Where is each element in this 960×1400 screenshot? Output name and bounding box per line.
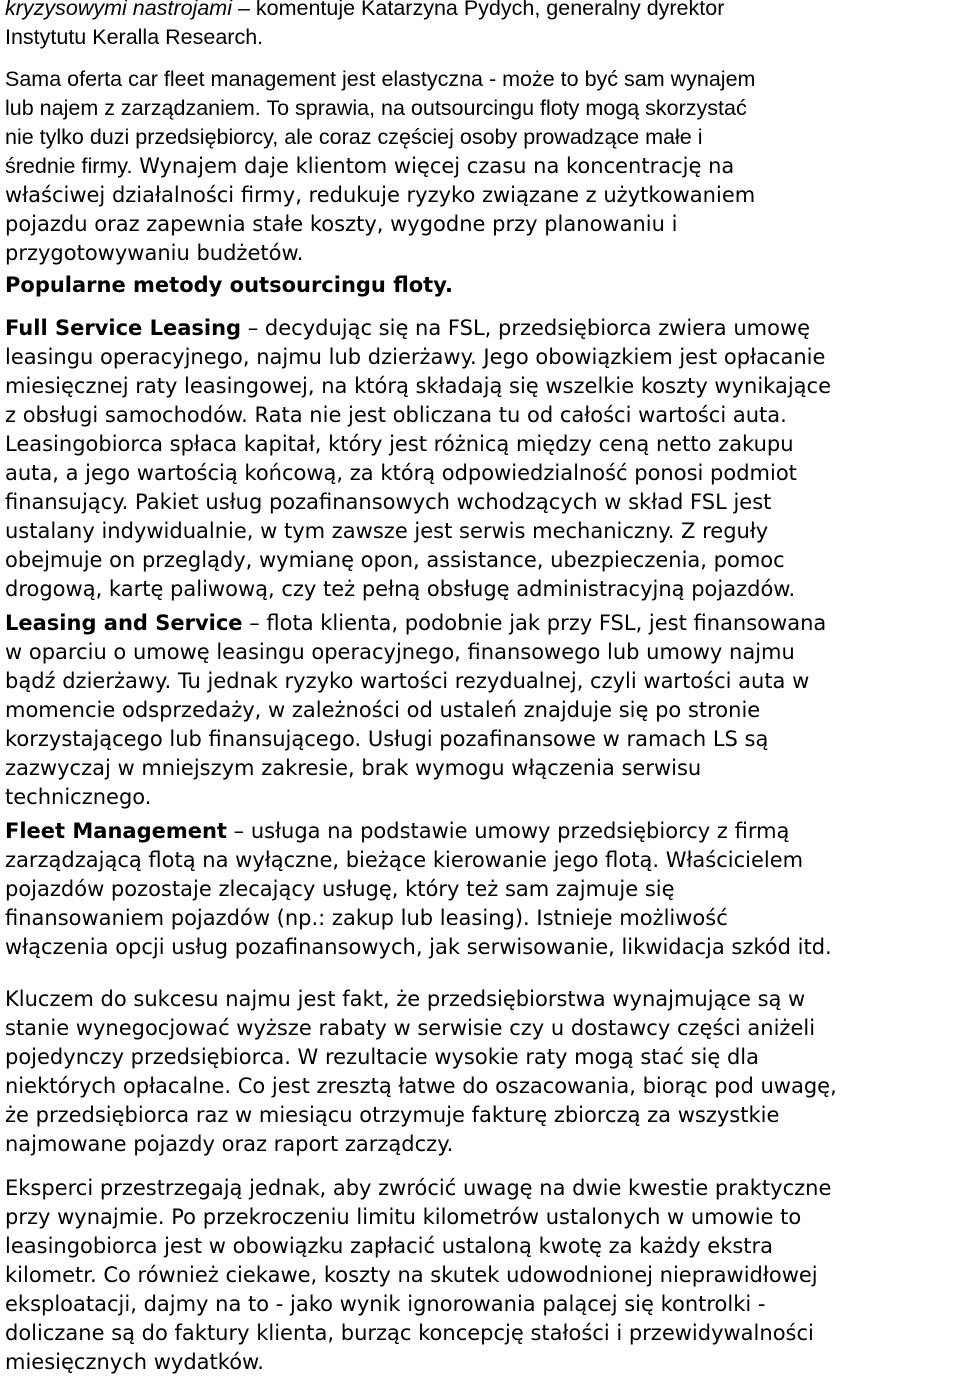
intro-offer-text: Sama oferta car fleet management jest elastyczna - może to być sam wynajem lub najem z zarządzaniem. To sprawia, na outsourcingu floty mogą skorzystać nie tylko duzi przedsiębiorcy, ale coraz częściej osoby prowadzące małe i średnie firmy. — [5, 67, 756, 178]
intro-paragraph — [5, 65, 960, 268]
lead-quote-italic: kryzysowymi nastrojami — [5, 0, 232, 20]
method-full-service-leasing — [5, 314, 960, 604]
method-description: – flota klienta, podobnie jak przy FSL, jest finansowana w oparciu o umowę leasingu operacyjnego, finansowego lub umowy najmu bądź dzierżawy. Tu jednak ryzyko wartości rezydualnej, czyli wartości auta w momencie odsprzedaży, w zależności od ustaleń znajduje się po stronie korzystającego lub finansującego. Usługi pozafinansowe w ramach LS są zazwyczaj w mniejszym zakresie, brak wymogu włączenia serwisu technicznego. — [5, 611, 827, 809]
intro-rental-benefits-text: Wynajem daje klientom więcej czasu na koncentrację na właściwej działalności firmy, redukuje ryzyko związane z użytkowaniem pojazdu oraz zapewnia stałe koszty, wygodne przy planowaniu i przygotowywaniu budżetów. — [5, 154, 756, 265]
lead-quote-attribution: – komentuje Katarzyna Pydych, generalny dyrektor Instytutu Keralla Research. — [5, 0, 725, 49]
article-page — [5, 0, 960, 1377]
method-description: – usługa na podstawie umowy przedsiębiorcy z firmą zarządzającą flotą na wyłączne, bieżące kierowanie jego flotą. Właścicielem pojazdów pozostaje zlecający usługę, który też sam zajmuje się finansowaniem pojazdów (np.: zakup lub leasing). Istnieje możliwość włączenia opcji usług pozafinansowych, jak serwisowanie, likwidacja szkód itd. — [5, 819, 832, 959]
method-description: – decydując się na FSL, przedsiębiorca zwiera umowę leasingu operacyjnego, najmu lub dzierżawy. Jego obowiązkiem jest opłacanie miesięcznej raty leasingowej, na którą składają się wszelkie koszty wynikające z obsługi samochodów. Rata nie jest obliczana tu od całości wartości auta. Leasingobiorca spłaca kapitał, który jest różnicą między ceną netto zakupu auta, a jego wartością końcową, za którą odpowiedzialność ponosi podmiot finansujący. Pakiet usług pozafinansowych wchodzących w skład FSL jest ustalany indywidualnie, w tym zawsze jest serwis mechaniczny. Z reguły obejmuje on przeglądy, wymianę opon, assistance, ubezpieczenia, pomoc drogową, kartę paliwową, czy też pełną obsługę administracyjną pojazdów. — [5, 316, 832, 601]
experts-warning-paragraph: Eksperci przestrzegają jednak, aby zwrócić uwagę na dwie kwestie praktyczne przy wynajmie. Po przekroczeniu limitu kilometrów ustalonych w umowie to leasingobiorca jest w obowiązku zapłacić ustaloną kwotę za każdy ekstra kilometr. Co również ciekawe, koszty na skutek udowodnionej nieprawidłowej eksploatacji, dajmy na to - jako wynik ignorowania palącej się kontrolki - doliczane są do faktury klienta, burząc koncepcję stałości i przewidywalności miesięcznych wydatków. — [5, 1176, 832, 1374]
key-to-success-paragraph: Kluczem do sukcesu najmu jest fakt, że przedsiębiorstwa wynajmujące są w stanie wynegocjować wyższe rabaty w serwisie czy u dostawcy części aniżeli pojedynczy przedsiębiorca. W rezultacie wysokie raty mogą stać się dla niektórych opłacalne. Co jest zresztą łatwe do oszacowania, biorąc pod uwagę, że przedsiębiorca raz w miesiącu otrzymuje fakturę zbiorczą za wszystkie najmowane pojazdy oraz raport zarządczy. — [5, 987, 837, 1156]
method-leasing-and-service — [5, 609, 960, 812]
section-heading: Popularne metody outsourcingu floty. — [5, 273, 453, 297]
method-term: Leasing and Service — [5, 611, 243, 635]
method-fleet-management — [5, 817, 960, 962]
method-term: Full Service Leasing — [5, 316, 242, 340]
method-term: Fleet Management — [5, 819, 227, 843]
lead-quote-paragraph — [5, 0, 960, 52]
